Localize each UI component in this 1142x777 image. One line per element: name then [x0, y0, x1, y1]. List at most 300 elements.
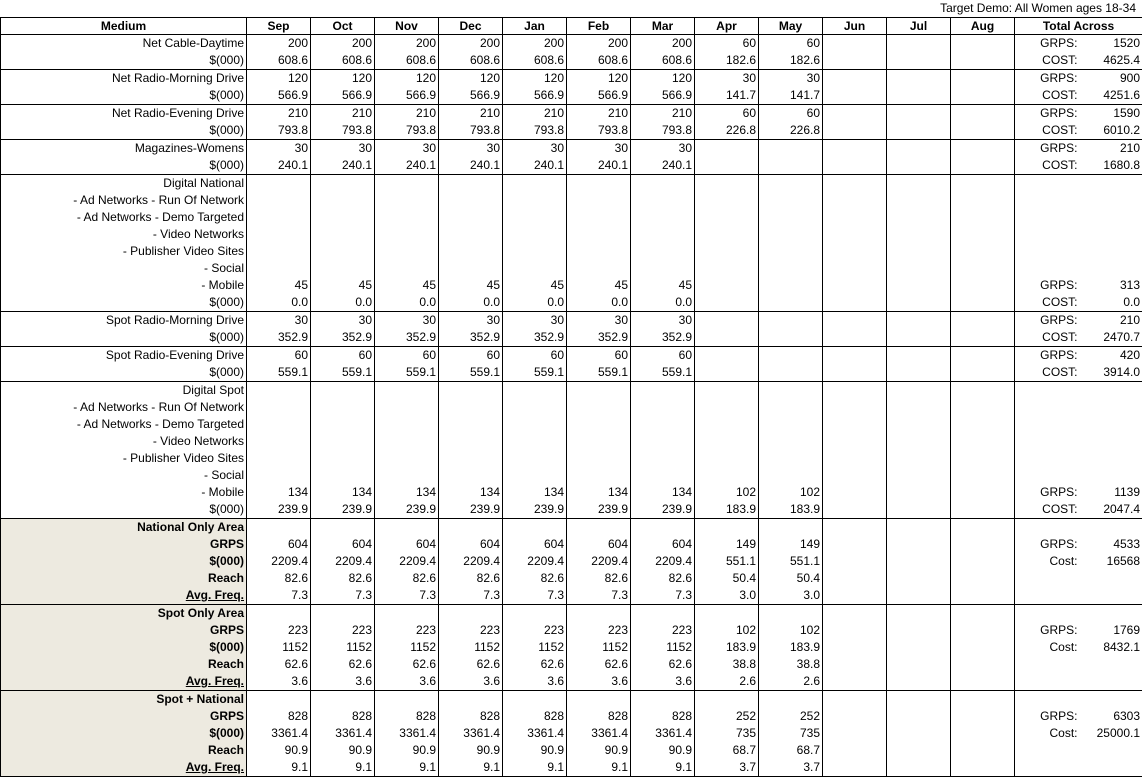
- total-value-cell: [1080, 587, 1142, 605]
- month-value-cell: [695, 364, 759, 382]
- month-value-cell: 60: [375, 347, 439, 365]
- month-value-cell: [695, 175, 759, 193]
- month-value-cell: 352.9: [375, 329, 439, 347]
- total-value-cell: 8432.1: [1080, 639, 1142, 656]
- month-value-cell: [823, 35, 887, 53]
- month-value-cell: [951, 122, 1015, 140]
- month-value-cell: 3.6: [439, 673, 503, 691]
- month-value-cell: [503, 433, 567, 450]
- month-value-cell: [439, 467, 503, 484]
- month-value-cell: [311, 382, 375, 400]
- month-value-cell: 45: [503, 277, 567, 294]
- month-value-cell: [823, 364, 887, 382]
- month-value-cell: [823, 519, 887, 537]
- month-value-cell: 82.6: [567, 570, 631, 587]
- month-value-cell: [823, 673, 887, 691]
- month-value-cell: 604: [439, 536, 503, 553]
- month-value-cell: [823, 553, 887, 570]
- total-label-cell: [1015, 759, 1080, 777]
- month-value-cell: [887, 742, 951, 759]
- month-value-cell: [823, 622, 887, 639]
- month-value-cell: 2.6: [695, 673, 759, 691]
- month-value-cell: 45: [311, 277, 375, 294]
- total-label-cell: COST:: [1015, 122, 1080, 140]
- month-value-cell: 1152: [311, 639, 375, 656]
- month-value-cell: [631, 226, 695, 243]
- month-value-cell: 3.6: [567, 673, 631, 691]
- month-value-cell: 82.6: [631, 570, 695, 587]
- month-value-cell: 604: [631, 536, 695, 553]
- table-row: [1, 416, 1142, 433]
- month-value-cell: [759, 605, 823, 623]
- month-value-cell: 828: [439, 708, 503, 725]
- month-value-cell: [951, 519, 1015, 537]
- row-label: Digital Spot: [1, 382, 247, 400]
- month-value-cell: [567, 192, 631, 209]
- month-value-cell: 62.6: [247, 656, 311, 673]
- total-value-cell: 4533: [1080, 536, 1142, 553]
- month-value-cell: 559.1: [503, 364, 567, 382]
- month-value-cell: [951, 639, 1015, 656]
- month-value-cell: [247, 243, 311, 260]
- month-value-cell: [887, 691, 951, 709]
- row-label: - Social: [1, 260, 247, 277]
- month-value-cell: 3.7: [695, 759, 759, 777]
- month-value-cell: [631, 467, 695, 484]
- month-value-cell: 134: [439, 484, 503, 501]
- month-value-cell: 120: [503, 70, 567, 88]
- month-value-cell: [951, 312, 1015, 330]
- month-value-cell: [247, 226, 311, 243]
- month-value-cell: 566.9: [311, 87, 375, 105]
- month-value-cell: [567, 416, 631, 433]
- month-value-cell: [951, 209, 1015, 226]
- month-value-cell: [823, 742, 887, 759]
- month-value-cell: [503, 605, 567, 623]
- table-row: [1, 759, 1142, 777]
- month-value-cell: 793.8: [631, 122, 695, 140]
- month-value-cell: [695, 294, 759, 312]
- total-label-cell: [1015, 656, 1080, 673]
- month-value-cell: 735: [759, 725, 823, 742]
- month-value-cell: [823, 399, 887, 416]
- month-value-cell: [887, 87, 951, 105]
- total-label-cell: GRPS:: [1015, 347, 1080, 365]
- total-value-cell: [1080, 192, 1142, 209]
- total-value-cell: [1080, 243, 1142, 260]
- month-value-cell: [951, 364, 1015, 382]
- month-value-cell: [631, 209, 695, 226]
- month-value-cell: 30: [439, 312, 503, 330]
- table-row: [1, 501, 1142, 519]
- month-value-cell: [695, 157, 759, 175]
- month-value-cell: [823, 243, 887, 260]
- month-value-cell: [759, 399, 823, 416]
- month-value-cell: 608.6: [247, 52, 311, 70]
- month-value-cell: [375, 260, 439, 277]
- month-value-cell: [311, 433, 375, 450]
- month-value-cell: 30: [567, 312, 631, 330]
- month-value-cell: [759, 312, 823, 330]
- table-row: [1, 519, 1142, 537]
- month-value-cell: [503, 382, 567, 400]
- month-value-cell: 2209.4: [375, 553, 439, 570]
- month-value-cell: 0.0: [375, 294, 439, 312]
- month-value-cell: 30: [311, 140, 375, 158]
- row-label: [1, 759, 247, 777]
- month-value-cell: 239.9: [503, 501, 567, 519]
- month-value-cell: [439, 382, 503, 400]
- row-label: - Ad Networks - Demo Targeted: [1, 416, 247, 433]
- month-value-cell: 60: [503, 347, 567, 365]
- month-value-cell: [759, 347, 823, 365]
- month-value-cell: 3.0: [695, 587, 759, 605]
- month-value-cell: 60: [311, 347, 375, 365]
- month-value-cell: 223: [311, 622, 375, 639]
- table-row: [1, 605, 1142, 623]
- column-header-dec: Dec: [439, 18, 503, 35]
- month-value-cell: [823, 484, 887, 501]
- column-header-total-across: Total Across: [1015, 18, 1142, 35]
- month-value-cell: 30: [375, 312, 439, 330]
- table-row: [1, 52, 1142, 70]
- table-row: [1, 192, 1142, 209]
- month-value-cell: 9.1: [311, 759, 375, 777]
- month-value-cell: [823, 416, 887, 433]
- month-value-cell: [887, 708, 951, 725]
- month-value-cell: [759, 226, 823, 243]
- month-value-cell: [439, 433, 503, 450]
- month-value-cell: 1152: [503, 639, 567, 656]
- row-label: $(000): [1, 501, 247, 519]
- month-value-cell: [247, 192, 311, 209]
- month-value-cell: [247, 382, 311, 400]
- month-value-cell: [247, 467, 311, 484]
- month-value-cell: 102: [759, 484, 823, 501]
- table-row: [1, 260, 1142, 277]
- month-value-cell: [375, 450, 439, 467]
- total-value-cell: 3914.0: [1080, 364, 1142, 382]
- month-value-cell: 1152: [567, 639, 631, 656]
- month-value-cell: [951, 467, 1015, 484]
- column-header-sep: Sep: [247, 18, 311, 35]
- month-value-cell: 3.6: [247, 673, 311, 691]
- total-value-cell: [1080, 209, 1142, 226]
- table-row: [1, 450, 1142, 467]
- month-value-cell: 30: [503, 140, 567, 158]
- month-value-cell: [247, 416, 311, 433]
- month-value-cell: [439, 175, 503, 193]
- month-value-cell: [887, 35, 951, 53]
- month-value-cell: 239.9: [311, 501, 375, 519]
- month-value-cell: 9.1: [631, 759, 695, 777]
- row-label: $(000): [1, 553, 247, 570]
- total-label-cell: [1015, 209, 1080, 226]
- month-value-cell: 183.9: [759, 501, 823, 519]
- month-value-cell: [823, 501, 887, 519]
- total-value-cell: [1080, 382, 1142, 400]
- table-row: [1, 347, 1142, 365]
- month-value-cell: 240.1: [631, 157, 695, 175]
- month-value-cell: [567, 605, 631, 623]
- table-row: [1, 122, 1142, 140]
- month-value-cell: [951, 260, 1015, 277]
- month-value-cell: [375, 416, 439, 433]
- column-header-mar: Mar: [631, 18, 695, 35]
- month-value-cell: 200: [375, 35, 439, 53]
- row-label: [1, 587, 247, 605]
- column-header-jul: Jul: [887, 18, 951, 35]
- month-value-cell: 566.9: [503, 87, 567, 105]
- month-value-cell: 0.0: [567, 294, 631, 312]
- month-value-cell: [887, 260, 951, 277]
- month-value-cell: 828: [631, 708, 695, 725]
- month-value-cell: [503, 192, 567, 209]
- total-label-cell: [1015, 192, 1080, 209]
- month-value-cell: [951, 691, 1015, 709]
- month-value-cell: 608.6: [439, 52, 503, 70]
- total-label-cell: Cost:: [1015, 725, 1080, 742]
- month-value-cell: [247, 433, 311, 450]
- row-label: $(000): [1, 122, 247, 140]
- month-value-cell: [631, 691, 695, 709]
- total-label-cell: [1015, 673, 1080, 691]
- month-value-cell: 239.9: [439, 501, 503, 519]
- month-value-cell: [951, 673, 1015, 691]
- month-value-cell: [375, 382, 439, 400]
- table-row: [1, 157, 1142, 175]
- month-value-cell: 1152: [631, 639, 695, 656]
- month-value-cell: [695, 605, 759, 623]
- table-row: [1, 708, 1142, 725]
- month-value-cell: [695, 433, 759, 450]
- month-value-cell: 200: [311, 35, 375, 53]
- month-value-cell: 828: [311, 708, 375, 725]
- month-value-cell: 30: [247, 312, 311, 330]
- month-value-cell: [695, 450, 759, 467]
- month-value-cell: [759, 382, 823, 400]
- month-value-cell: [887, 382, 951, 400]
- row-label: Spot Radio-Morning Drive: [1, 312, 247, 330]
- month-value-cell: [631, 175, 695, 193]
- month-value-cell: 9.1: [439, 759, 503, 777]
- month-value-cell: [823, 70, 887, 88]
- total-label-cell: GRPS:: [1015, 277, 1080, 294]
- month-value-cell: 120: [311, 70, 375, 88]
- month-value-cell: [567, 260, 631, 277]
- month-value-cell: 120: [439, 70, 503, 88]
- month-value-cell: [695, 209, 759, 226]
- month-value-cell: [503, 416, 567, 433]
- month-value-cell: 551.1: [695, 553, 759, 570]
- table-row: [1, 399, 1142, 416]
- month-value-cell: [951, 433, 1015, 450]
- month-value-cell: [823, 192, 887, 209]
- month-value-cell: 60: [695, 35, 759, 53]
- column-header-medium: Medium: [1, 18, 247, 35]
- table-row: [1, 294, 1142, 312]
- table-row: [1, 243, 1142, 260]
- month-value-cell: 7.3: [439, 587, 503, 605]
- month-value-cell: 30: [503, 312, 567, 330]
- row-label: - Ad Networks - Run Of Network: [1, 399, 247, 416]
- month-value-cell: [631, 243, 695, 260]
- row-label: Reach: [1, 742, 247, 759]
- month-value-cell: 210: [439, 105, 503, 123]
- month-value-cell: [823, 87, 887, 105]
- month-value-cell: 45: [247, 277, 311, 294]
- total-label-cell: [1015, 450, 1080, 467]
- row-label: - Ad Networks - Demo Targeted: [1, 209, 247, 226]
- month-value-cell: [887, 175, 951, 193]
- month-value-cell: [439, 450, 503, 467]
- month-value-cell: 183.9: [759, 639, 823, 656]
- month-value-cell: [247, 450, 311, 467]
- month-value-cell: [951, 329, 1015, 347]
- month-value-cell: [567, 450, 631, 467]
- total-label-cell: GRPS:: [1015, 70, 1080, 88]
- month-value-cell: [759, 519, 823, 537]
- month-value-cell: [503, 519, 567, 537]
- month-value-cell: 90.9: [311, 742, 375, 759]
- month-value-cell: 604: [311, 536, 375, 553]
- month-value-cell: [887, 725, 951, 742]
- month-value-cell: 134: [311, 484, 375, 501]
- month-value-cell: 210: [375, 105, 439, 123]
- month-value-cell: 352.9: [567, 329, 631, 347]
- month-value-cell: [887, 157, 951, 175]
- table-row: [1, 329, 1142, 347]
- month-value-cell: 30: [439, 140, 503, 158]
- month-value-cell: [631, 450, 695, 467]
- total-value-cell: 1680.8: [1080, 157, 1142, 175]
- month-value-cell: [887, 587, 951, 605]
- month-value-cell: [823, 708, 887, 725]
- row-label-text: Avg. Freq.: [186, 588, 244, 602]
- month-value-cell: [311, 450, 375, 467]
- month-value-cell: [759, 691, 823, 709]
- total-label-cell: [1015, 587, 1080, 605]
- month-value-cell: [951, 192, 1015, 209]
- month-value-cell: [951, 157, 1015, 175]
- month-value-cell: 3.7: [759, 759, 823, 777]
- month-value-cell: [887, 639, 951, 656]
- row-label: Spot Radio-Evening Drive: [1, 347, 247, 365]
- month-value-cell: [567, 226, 631, 243]
- month-value-cell: 182.6: [759, 52, 823, 70]
- month-value-cell: 102: [759, 622, 823, 639]
- month-value-cell: [951, 742, 1015, 759]
- total-value-cell: 313: [1080, 277, 1142, 294]
- month-value-cell: 30: [631, 140, 695, 158]
- month-value-cell: [887, 70, 951, 88]
- month-value-cell: 120: [375, 70, 439, 88]
- total-value-cell: [1080, 260, 1142, 277]
- row-label: Reach: [1, 656, 247, 673]
- month-value-cell: [759, 329, 823, 347]
- month-value-cell: 9.1: [247, 759, 311, 777]
- month-value-cell: [823, 105, 887, 123]
- month-value-cell: 45: [631, 277, 695, 294]
- month-value-cell: 60: [631, 347, 695, 365]
- total-label-cell: COST:: [1015, 501, 1080, 519]
- month-value-cell: 559.1: [631, 364, 695, 382]
- month-value-cell: 3.6: [503, 673, 567, 691]
- month-value-cell: 2209.4: [567, 553, 631, 570]
- total-value-cell: 1769: [1080, 622, 1142, 639]
- month-value-cell: [951, 553, 1015, 570]
- month-value-cell: [823, 312, 887, 330]
- month-value-cell: [439, 416, 503, 433]
- row-label: Spot + National: [1, 691, 247, 709]
- total-value-cell: 16568: [1080, 553, 1142, 570]
- row-label: - Ad Networks - Run Of Network: [1, 192, 247, 209]
- month-value-cell: [887, 553, 951, 570]
- month-value-cell: [823, 605, 887, 623]
- month-value-cell: [759, 243, 823, 260]
- month-value-cell: [631, 519, 695, 537]
- month-value-cell: [439, 605, 503, 623]
- month-value-cell: 30: [311, 312, 375, 330]
- table-row: [1, 277, 1142, 294]
- month-value-cell: 38.8: [759, 656, 823, 673]
- month-value-cell: 793.8: [439, 122, 503, 140]
- month-value-cell: [823, 725, 887, 742]
- table-row: [1, 742, 1142, 759]
- total-label-cell: Cost:: [1015, 639, 1080, 656]
- month-value-cell: 604: [247, 536, 311, 553]
- month-value-cell: 102: [695, 484, 759, 501]
- flowchart-table: [0, 17, 1142, 777]
- month-value-cell: [823, 433, 887, 450]
- month-value-cell: 252: [759, 708, 823, 725]
- month-value-cell: [247, 691, 311, 709]
- total-value-cell: 1520: [1080, 35, 1142, 53]
- month-value-cell: 210: [311, 105, 375, 123]
- month-value-cell: [951, 294, 1015, 312]
- total-value-cell: [1080, 226, 1142, 243]
- month-value-cell: [823, 209, 887, 226]
- month-value-cell: 608.6: [631, 52, 695, 70]
- month-value-cell: 240.1: [567, 157, 631, 175]
- month-value-cell: [311, 416, 375, 433]
- month-value-cell: 82.6: [247, 570, 311, 587]
- month-value-cell: 793.8: [567, 122, 631, 140]
- month-value-cell: [695, 243, 759, 260]
- month-value-cell: [375, 399, 439, 416]
- month-value-cell: 2209.4: [311, 553, 375, 570]
- total-label-cell: [1015, 742, 1080, 759]
- month-value-cell: 604: [503, 536, 567, 553]
- total-label-cell: [1015, 570, 1080, 587]
- row-label: GRPS: [1, 622, 247, 639]
- month-value-cell: [951, 140, 1015, 158]
- month-value-cell: 240.1: [311, 157, 375, 175]
- month-value-cell: [375, 519, 439, 537]
- total-value-cell: 210: [1080, 312, 1142, 330]
- total-value-cell: [1080, 673, 1142, 691]
- row-label: $(000): [1, 364, 247, 382]
- month-value-cell: 62.6: [375, 656, 439, 673]
- month-value-cell: 608.6: [503, 52, 567, 70]
- month-value-cell: 7.3: [567, 587, 631, 605]
- total-value-cell: 6303: [1080, 708, 1142, 725]
- month-value-cell: 566.9: [247, 87, 311, 105]
- month-value-cell: 62.6: [439, 656, 503, 673]
- month-value-cell: 566.9: [439, 87, 503, 105]
- month-value-cell: [887, 759, 951, 777]
- column-header-oct: Oct: [311, 18, 375, 35]
